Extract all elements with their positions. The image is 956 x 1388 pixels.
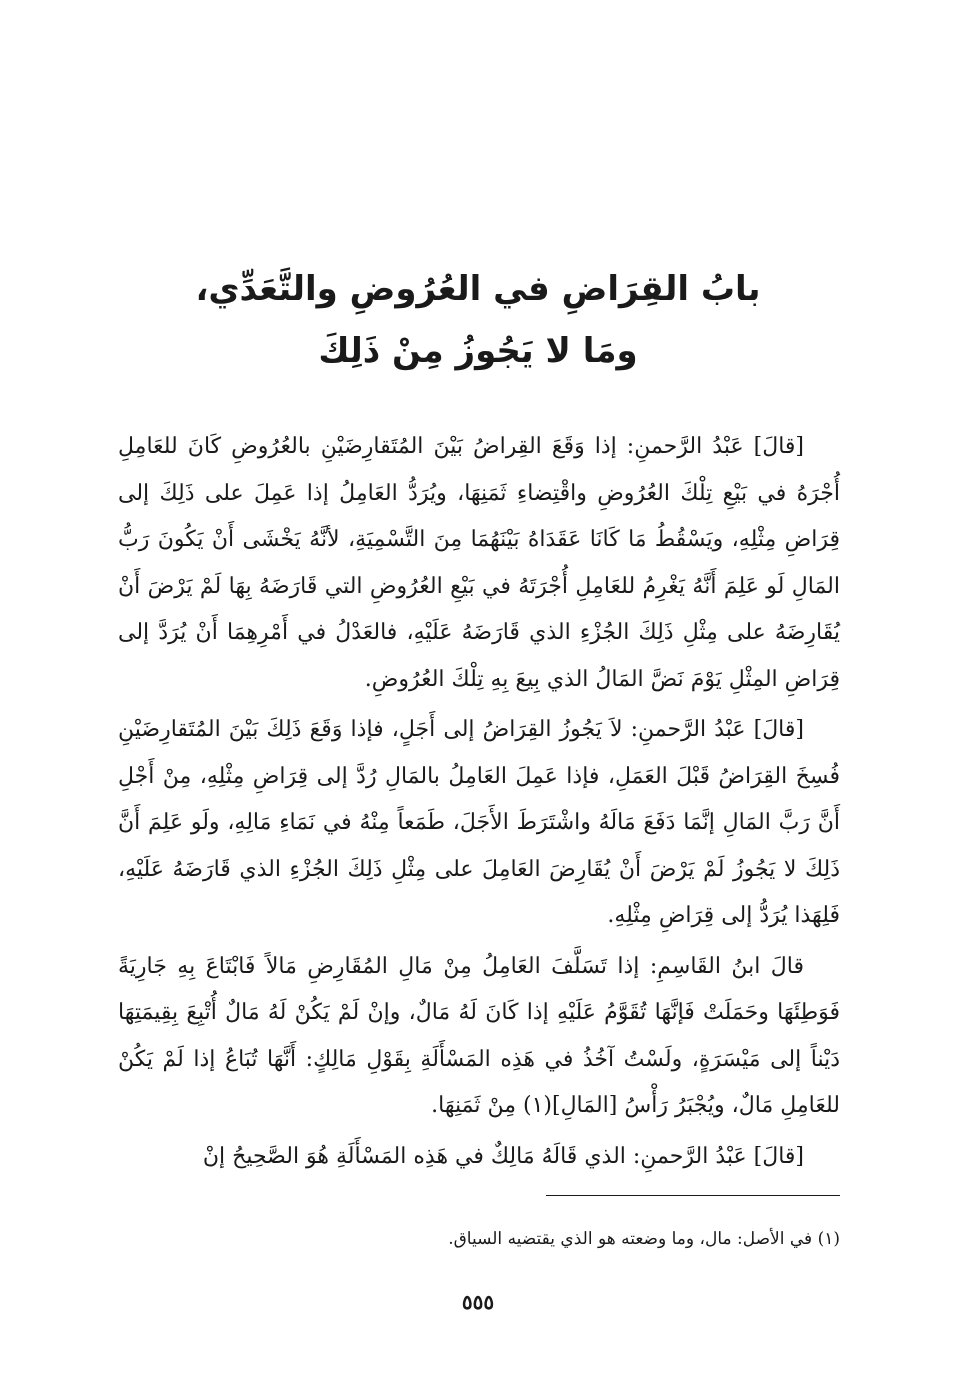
footnote-divider: [546, 1195, 840, 1196]
chapter-heading: [120, 258, 836, 382]
paragraph-3: قالَ ابنُ القَاسِمِ: إذا تَسَلَّفَ العَامِلُ مِنْ مَالِ المُقَارِضِ مَالاً فَابْتَاعَ بِهِ جَارِيَةً فَوَطِئَهَا وحَمَلَتْ فَإنَّهَا تُقَوَّمُ عَلَيْهِ إذا كَانَ لَهُ مَالٌ، وإنْ لَمْ يَكُنْ لَهُ مَالٌ أُتْبِعَ بِقِيمَتِهَا دَيْناً إلى مَيْسَرَةٍ، ولَسْتُ آخُذُ في هَذِه المَسْأَلَةِ بِقَوْلِ مَالِكٍ: أَنَّهَا تُبَاعُ إذا لَمْ يَكُنْ للعَامِلِ مَالٌ، ويُجْبَرُ رَأْسُ [المَالِ](١) مِنْ ثَمَنِهَا.: [118, 953, 840, 1118]
paragraph-4: [قالَ] عَبْدُ الرَّحمنِ: الذي قَالَهُ مَالِكٌ في هَذِه المَسْأَلَةِ هُوَ الصَّحِيحُ إنْ: [202, 1143, 804, 1169]
chapter-heading-line-1: بابُ القِرَاضِ في العُرُوضِ والتَّعَدِّي،: [195, 269, 761, 309]
paragraph-2: [قالَ] عَبْدُ الرَّحمنِ: لاَ يَجُوزُ القِرَاضُ إلى أَجَلٍ، فإذا وَقَعَ ذَلِكَ بَيْنَ المُتَقارِضَيْنِ فُسِخَ القِرَاضُ قَبْلَ العَمَلِ، فإذا عَمِلَ العَامِلُ بالمَالِ رُدَّ إلى قِرَاضِ مِثْلِهِ، مِنْ أَجْلِ أَنَّ رَبَّ المَالِ إنَّمَا دَفَعَ مَالَهُ واشْتَرَطَ الأَجَلَ، طَمَعاً مِنْهُ في نَمَاءِ مَالِهِ، ولَو عَلِمَ أَنَّ ذَلِكَ لا يَجُوزُ لَمْ يَرْضَ أَنْ يُقَارِضَ العَامِلَ على مِثْلِ ذَلِكَ الجُزْءِ الذي قَارَضَهُ عَلَيْهِ، فَلِهَذا يُرَدُّ إلى قِرَاضِ مِثْلِهِ.: [118, 717, 840, 928]
body-text: [118, 424, 840, 1184]
paragraph-1: [قالَ] عَبْدُ الرَّحمنِ: إذا وَقَعَ القِراضُ بَيْنَ المُتَقارِضَيْنِ بالعُرُوضِ كَانَ للعَامِلِ أُجْرَهُ في بَيْعِ تِلْكَ العُرُوضِ واقْتِضاءِ ثَمَنِهَا، ويُرَدُّ العَامِلُ إذا عَمِلَ على ذَلِكَ إلى قِرَاضِ مِثْلِهِ، ويَسْقُطُ مَا كَانَا عَقَدَاهُ بَيْنَهُمَا مِنَ التَّسْمِيَةِ، لأنَّهُ يَخْشَى أَنْ يَكُونَ رَبُّ المَالِ لَو عَلِمَ أَنَّهُ يَغْرِمُ للعَامِلِ أُجْرَتَهُ في بَيْعِ العُرُوضِ التي قَارَضَهُ بِهَا لَمْ يَرْضَ أَنْ يُقَارِضَهُ على مِثْلِ ذَلِكَ الجُزْءِ الذي قَارَضَهُ عَلَيْهِ، فالعَدْلُ في أَمْرِهِمَا أَنْ يُرَدَّ إلى قِرَاضِ المِثْلِ يَوْمَ نَضَّ المَالُ الذي بِيعَ بِهِ تِلْكَ العُرُوضِ.: [118, 434, 841, 692]
footnote: (١) في الأصل: مال، وما وضعته هو الذي يقتضيه السياق.: [448, 1229, 840, 1249]
chapter-heading-line-2: ومَا لا يَجُوزُ مِنْ ذَلِكَ: [318, 331, 638, 371]
page-number: ٥٥٥: [461, 1290, 495, 1314]
